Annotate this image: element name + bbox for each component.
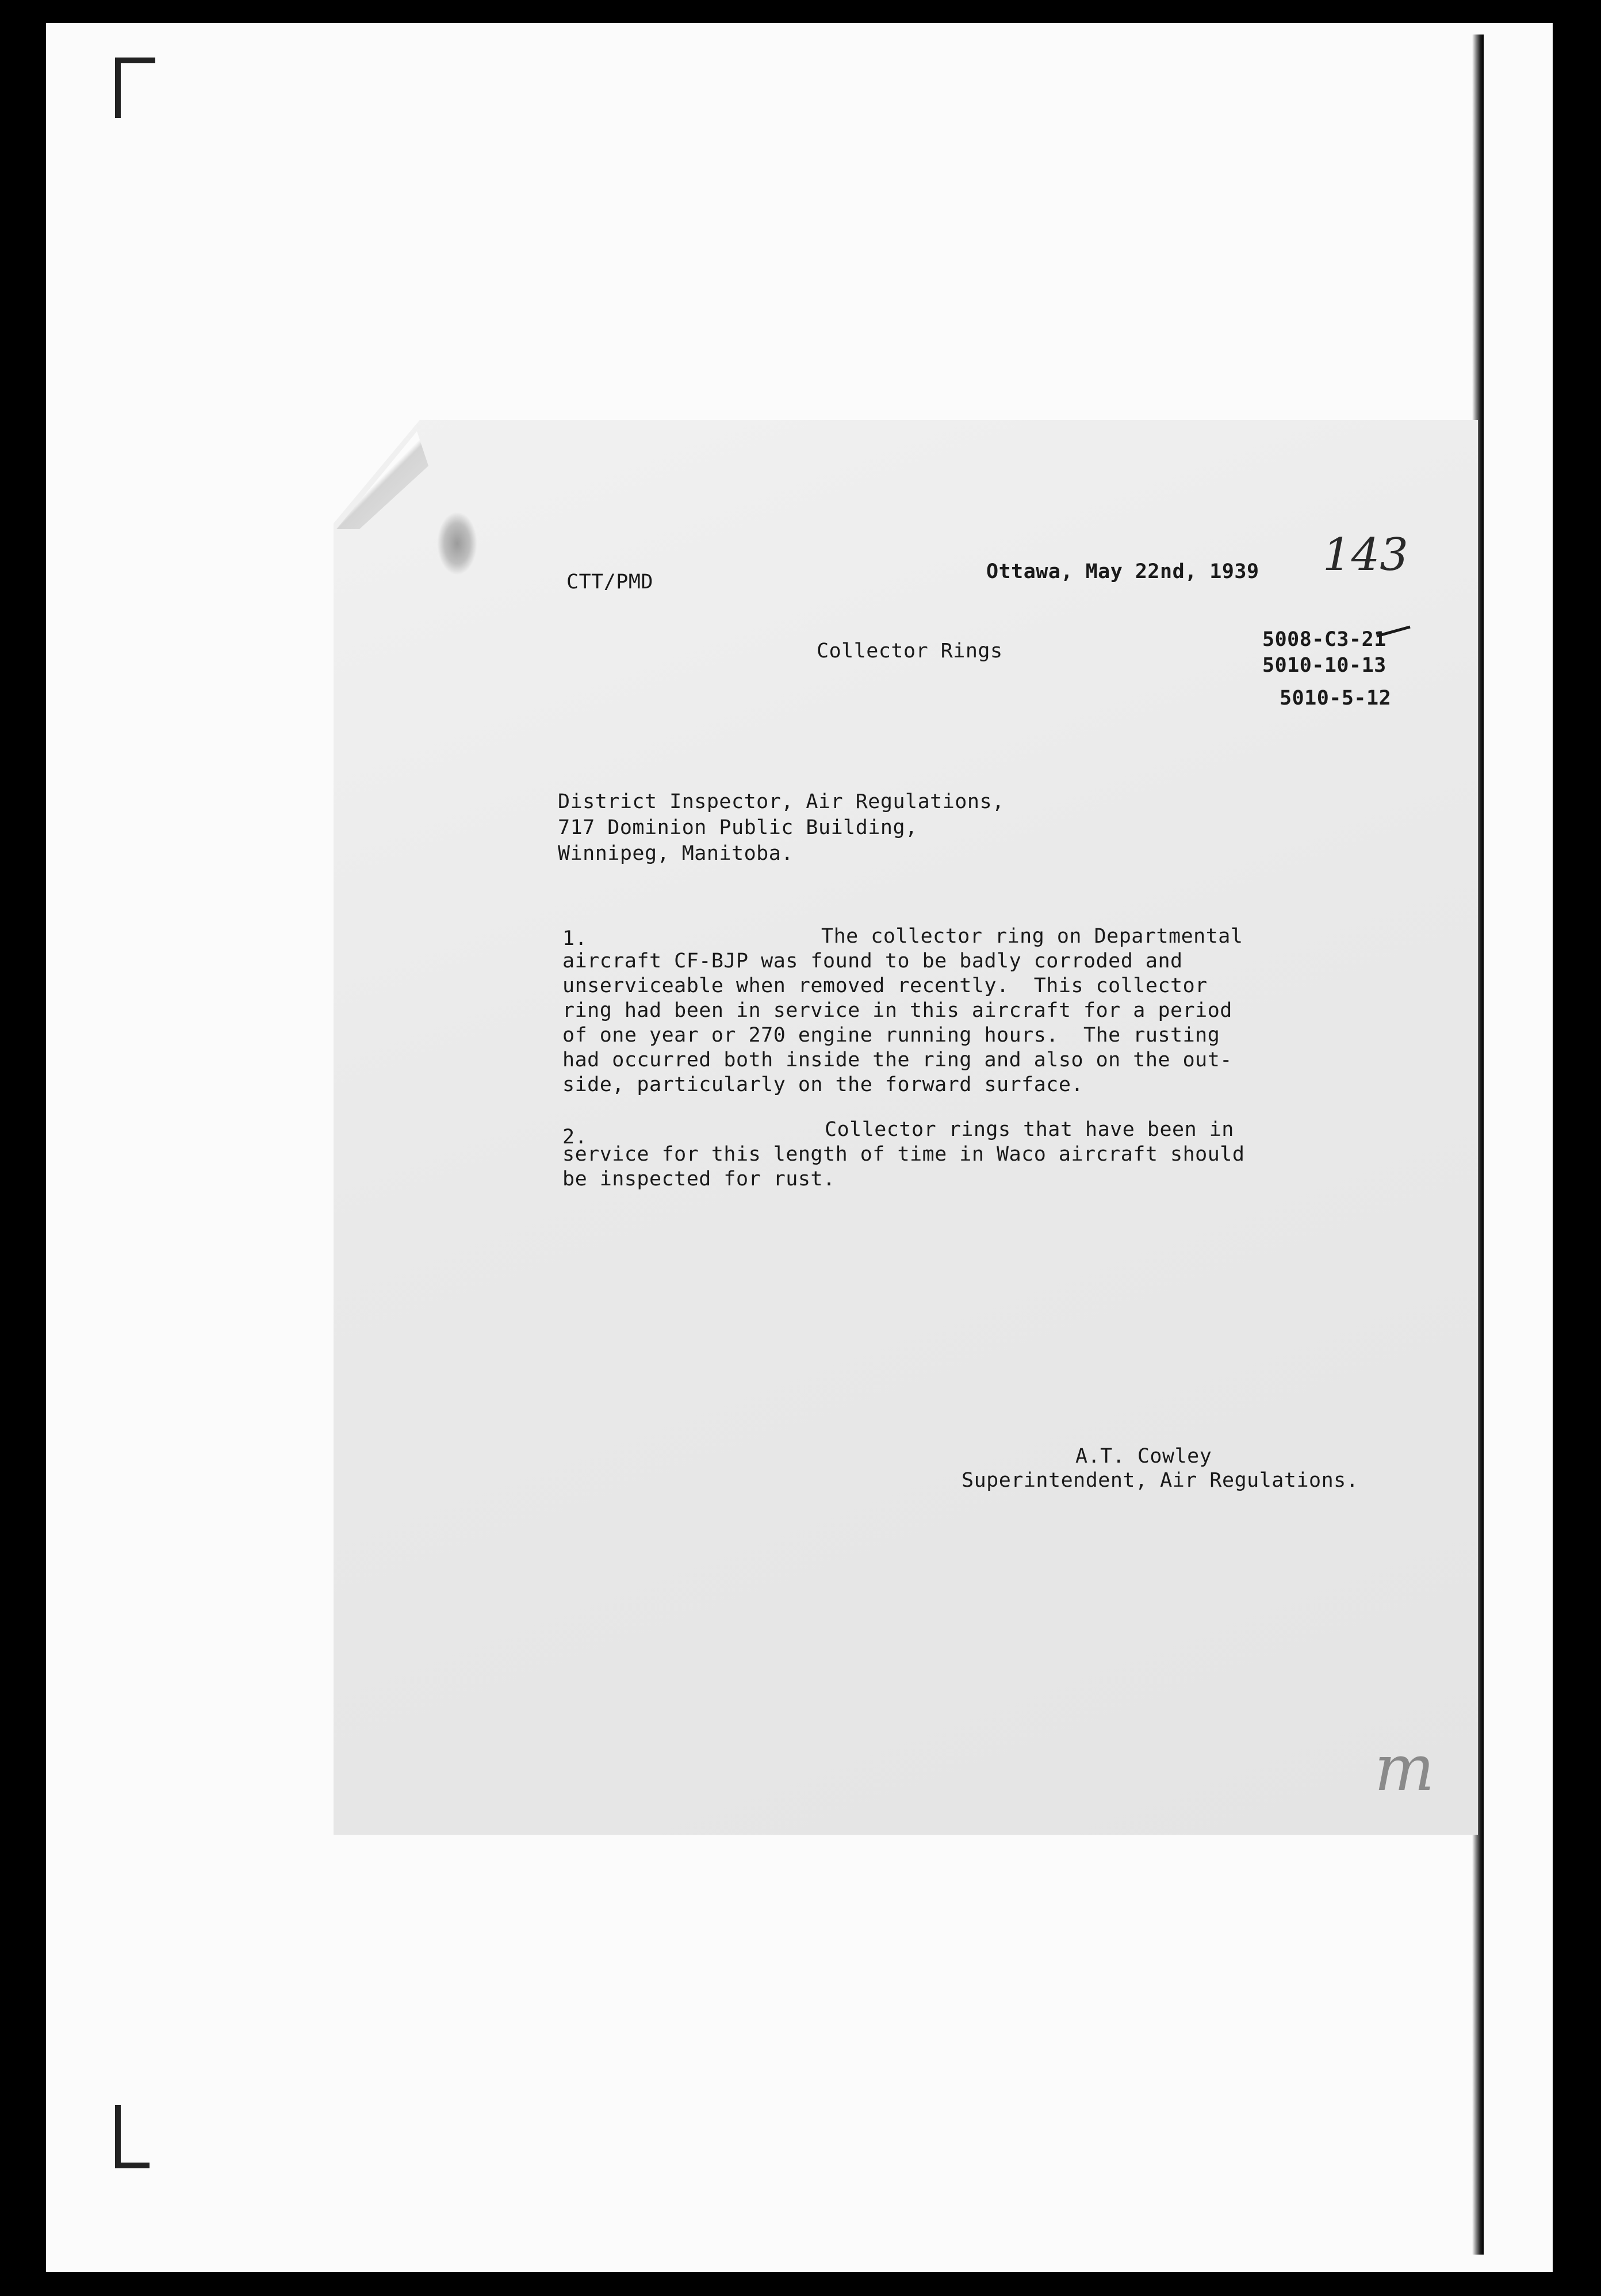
- paragraph-2-line-2: service for this length of time in Waco aircraft should: [562, 1143, 1245, 1166]
- paragraph-1-line-5: of one year or 270 engine running hours. The rusting: [562, 1024, 1220, 1047]
- paragraph-1-line-2: aircraft CF-BJP was found to be badly corroded and: [562, 950, 1183, 973]
- file-number-1: 5008-C3-21: [1262, 628, 1386, 651]
- handwritten-folio-number: 143: [1323, 529, 1408, 581]
- reference-initials: CTT/PMD: [566, 571, 654, 594]
- handwritten-initials: m: [1374, 1731, 1435, 1805]
- recipient-line-2: 717 Dominion Public Building,: [558, 816, 918, 839]
- crop-mark-bottom-left: [115, 2105, 150, 2168]
- punch-hole-mark: [437, 512, 477, 575]
- paragraph-1-line-3: unserviceable when removed recently. This collector: [562, 974, 1208, 997]
- signatory-title: Superintendent, Air Regulations.: [962, 1469, 1359, 1492]
- paragraph-2-number: 2.: [562, 1126, 588, 1149]
- file-number-3: 5010-5-12: [1280, 687, 1392, 710]
- file-number-2: 5010-10-13: [1262, 654, 1386, 677]
- recipient-line-3: Winnipeg, Manitoba.: [558, 842, 794, 865]
- paragraph-2-line-1: Collector rings that have been in: [825, 1118, 1234, 1141]
- subject-line: Collector Rings: [817, 640, 1003, 663]
- recipient-line-1: District Inspector, Air Regulations,: [558, 790, 1005, 813]
- paragraph-1-line-4: ring had been in service in this aircraft for a period: [562, 999, 1232, 1022]
- paragraph-1-line-6: had occurred both inside the ring and also on the out-: [562, 1048, 1232, 1072]
- crop-mark-top-left: [115, 58, 155, 118]
- signatory-name: A.T. Cowley: [1075, 1445, 1212, 1468]
- paragraph-1-line-7: side, particularly on the forward surface.: [562, 1073, 1084, 1096]
- paragraph-1-number: 1.: [562, 927, 588, 950]
- paragraph-1-line-1: The collector ring on Departmental: [821, 925, 1243, 948]
- paragraph-2-line-3: be inspected for rust.: [562, 1168, 836, 1191]
- place-and-date: Ottawa, May 22nd, 1939: [986, 560, 1259, 583]
- file-number-strike-mark: [1374, 621, 1415, 644]
